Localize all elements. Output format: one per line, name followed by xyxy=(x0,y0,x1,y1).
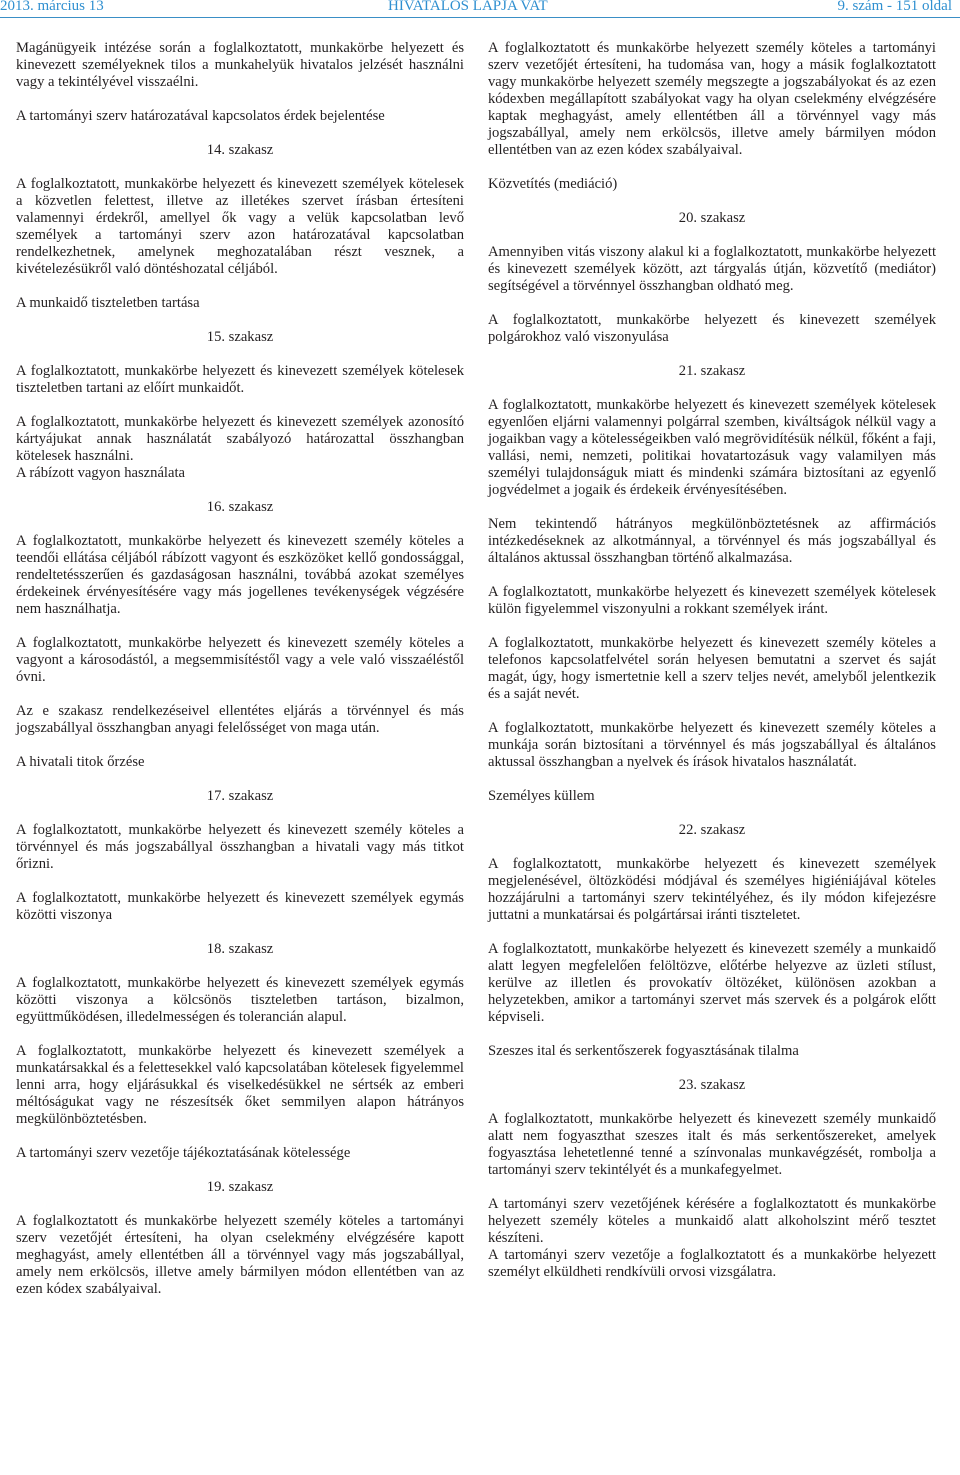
section-number: 15. szakasz xyxy=(206,329,274,345)
paragraph: A foglalkoztatott, munkakörbe helyezett és kinevezett személyek kötelesek egyenlően eljárni valamennyi polgárral szemben, kiváltságok nélkül vagy a jogaikban vagy a kötelességeikben való megrövidítésük nélkül, főként a faji, vallási, nemi, nemzeti, politikai hovatartozásuk vagy valamilyen más személyi tulajdonságuk miatt és mindenki számára biztosítani az egyenlő jogvédelmet a jogaik és érdekeik érvényesítésében. xyxy=(488,397,936,498)
paragraph: Az e szakasz rendelkezéseivel ellentétes eljárás a törvénnyel és más jogszabállyal összhangban anyagi felelősséget von maga után. xyxy=(16,703,464,736)
section-heading: Személyes küllem xyxy=(488,788,595,804)
paragraph: A foglalkoztatott, munkakörbe helyezett és kinevezett személyek megjelenésével, öltözködési módjával és személyes higiéniájával köteles hozzájárulni a tartományi szerv tekintélyéhez, és ily módon kifejezésre juttatni a munkatársai és polgártársai iránti tiszteletet. xyxy=(488,856,936,923)
section-number: 16. szakasz xyxy=(206,499,274,515)
paragraph: Magánügyeik intézése során a foglalkoztatott, munkakörbe helyezett és kinevezett személyeknek tilos a munkahelyük hivatalos jelzését használni vagy a tekintélyével visszaélni. xyxy=(16,40,464,90)
left-text-column xyxy=(16,40,464,1315)
paragraph: A tartományi szerv vezetője a foglalkoztatott és a munkakörbe helyezett személyt elküldheti rendkívüli orvosi vizsgálatra. xyxy=(488,1247,936,1280)
paragraph: A foglalkoztatott, munkakörbe helyezett és kinevezett személyek azonosító kártyájukat annak használatát szabályozó határozattal összhangban kötelesek használni. xyxy=(16,414,464,464)
section-number: 21. szakasz xyxy=(678,363,746,379)
paragraph: A foglalkoztatott és munkakörbe helyezett személy köteles a tartományi szerv vezetőjét értesíteni, ha tudomása van, hogy a másik foglalkoztatott vagy munkakörbe helyezett személy megszegte a jogszabályokat és az ezen kódexben megállapított szabályokat vagy ha olyan cselekmény elvégzésére kaptak meghagyást, amely ellentétben áll a törvénnyel vagy más jogszabállyal, amely nem erkölcsös, illetve amely bármilyen módon ellentétben van az ezen kódex szabályaival. xyxy=(488,40,936,158)
paragraph: Amennyiben vitás viszony alakul ki a foglalkoztatott, munkakörbe helyezett és kinevezett személyek között, azt tárgyalás útján, közvetítő (mediátor) segítségével a törvénnyel összhangban oldható meg. xyxy=(488,244,936,294)
header-issue-page: 9. szám - 151 oldal xyxy=(837,0,952,14)
section-heading: Közvetítés (mediáció) xyxy=(488,176,618,192)
paragraph: A foglalkoztatott, munkakörbe helyezett és kinevezett személy köteles a vagyont a károsodástól, a megsemmisítéstől vagy a vele való visszaéléstől óvni. xyxy=(16,635,464,685)
header-date: 2013. március 13 xyxy=(0,0,104,14)
paragraph: A foglalkoztatott, munkakörbe helyezett és kinevezett személyek kötelesek a közvetlen felettest, illetve az illetékes szervet írásban értesíteni valamennyi érdekről, amellyel ők vagy a velük kapcsolatban levő személyek a tartományi szerv azon határozatával kapcsolatban rendelkezhetnek, amelynek meghozatalában részt vesznek, a kivételezésükről való döntéshozatal céljából. xyxy=(16,176,464,277)
paragraph: A foglalkoztatott, munkakörbe helyezett és kinevezett személy köteles a munkája során biztosítani a törvénnyel és más jogszabállyal és általános aktussal összhangban a nyelvek és írások hivatalos használatát. xyxy=(488,720,936,770)
section-heading: A rábízott vagyon használata xyxy=(16,465,185,481)
section-heading: A munkaidő tiszteletben tartása xyxy=(16,295,200,311)
paragraph: A foglalkoztatott, munkakörbe helyezett és kinevezett személyek polgárokhoz való viszonyulása xyxy=(488,312,936,345)
paragraph: A foglalkoztatott, munkakörbe helyezett és kinevezett személy köteles a törvénnyel és más jogszabállyal összhangban a hivatali vagy más titkot őrizni. xyxy=(16,822,464,872)
section-number: 14. szakasz xyxy=(206,142,274,158)
paragraph: A tartományi szerv vezetőjének kérésére a foglalkoztatott és munkakörbe helyezett személy köteles a munkaidő alatt alkoholszint mérő tesztet készíteni. xyxy=(488,1196,936,1246)
paragraph: A foglalkoztatott, munkakörbe helyezett és kinevezett személyek a munkatársakkal és a felettesekkel való kapcsolatában kötelesek figyelemmel lenni arra, hogy eljárásukkal és viselkedésükkel ne sértsék az emberi méltóságukat vagy ne részesítsék őket semmilyen alapon hátrányos megkülönböztetésben. xyxy=(16,1043,464,1127)
paragraph: A foglalkoztatott, munkakörbe helyezett és kinevezett személy köteles a teendői ellátása céljából rábízott vagyont és eszközöket kellő gondossággal, rendeltetésszerűen és gazdaságosan használni, továbbá azokat személyes érdekeinek érvényesítésére vagy más jogellenes tevékenységek végzésére nem használhatja. xyxy=(16,533,464,617)
paragraph: A foglalkoztatott, munkakörbe helyezett és kinevezett személy a munkaidő alatt legyen megfelelően felöltözve, előtérbe helyezve az üzleti stílust, kerülve az illetlen és provokatív öltözéket, különösen azokban a helyzetekben, amikor a tartományi szervet más szervek és a polgárok előtt képviseli. xyxy=(488,941,936,1025)
section-number: 19. szakasz xyxy=(206,1179,274,1195)
section-number: 17. szakasz xyxy=(206,788,274,804)
section-number: 22. szakasz xyxy=(678,822,746,838)
section-number: 20. szakasz xyxy=(678,210,746,226)
section-number: 23. szakasz xyxy=(678,1077,746,1093)
page-header xyxy=(0,0,960,18)
header-journal-title: HIVATALOS LAPJA VAT xyxy=(388,0,548,14)
right-text-column xyxy=(488,40,936,1298)
paragraph: A foglalkoztatott, munkakörbe helyezett és kinevezett személyek kötelesek külön figyelemmel viszonyulni a rokkant személyek iránt. xyxy=(488,584,936,617)
section-heading: Szeszes ital és serkentőszerek fogyasztásának tilalma xyxy=(488,1043,799,1059)
paragraph: A foglalkoztatott, munkakörbe helyezett és kinevezett személy munkaidő alatt nem fogyaszthat szeszes italt és más serkentőszereket, amelyek fogyasztása lehetetlenné tenné a színvonalas munkavégzését, rombolja a tartományi szerv tekintélyét és a munkafegyelmet. xyxy=(488,1111,936,1178)
paragraph: A foglalkoztatott, munkakörbe helyezett és kinevezett személyek egymás közötti viszonya xyxy=(16,890,464,923)
paragraph: A foglalkoztatott, munkakörbe helyezett és kinevezett személyek egymás közötti viszonya a kölcsönös tiszteletben tartáson, bizalmon, együttműködésen, illedelmességen és tolerancián alapul. xyxy=(16,975,464,1025)
section-heading: A tartományi szerv határozatával kapcsolatos érdek bejelentése xyxy=(16,108,385,124)
paragraph: A foglalkoztatott és munkakörbe helyezett személy köteles a tartományi szerv vezetőjét értesíteni, ha olyan cselekmény elvégzésére kapott meghagyást, amely ellentétben áll a törvénnyel vagy más jogszabállyal, amely nem erkölcsös, illetve amely bármilyen módon ellentétben van az ezen kódex szabályaival. xyxy=(16,1213,464,1297)
paragraph: A foglalkoztatott, munkakörbe helyezett és kinevezett személy köteles a telefonos kapcsolatfelvétel során helyesen bemutatni a szervet és saját magát, úgy, hogy ismertetnie kell a szerv teljes nevét, amelyből jelentkezik és a saját nevét. xyxy=(488,635,936,702)
section-number: 18. szakasz xyxy=(206,941,274,957)
section-heading: A hivatali titok őrzése xyxy=(16,754,145,770)
paragraph: Nem tekintendő hátrányos megkülönböztetésnek az affirmációs intézkedéseknek az alkotmánnyal, a törvénnyel és más jogszabállyal és általános aktussal összhangban történő alkalmazása. xyxy=(488,516,936,566)
paragraph: A foglalkoztatott, munkakörbe helyezett és kinevezett személyek kötelesek tiszteletben tartani az előírt munkaidőt. xyxy=(16,363,464,396)
section-heading: A tartományi szerv vezetője tájékoztatásának kötelessége xyxy=(16,1145,351,1161)
